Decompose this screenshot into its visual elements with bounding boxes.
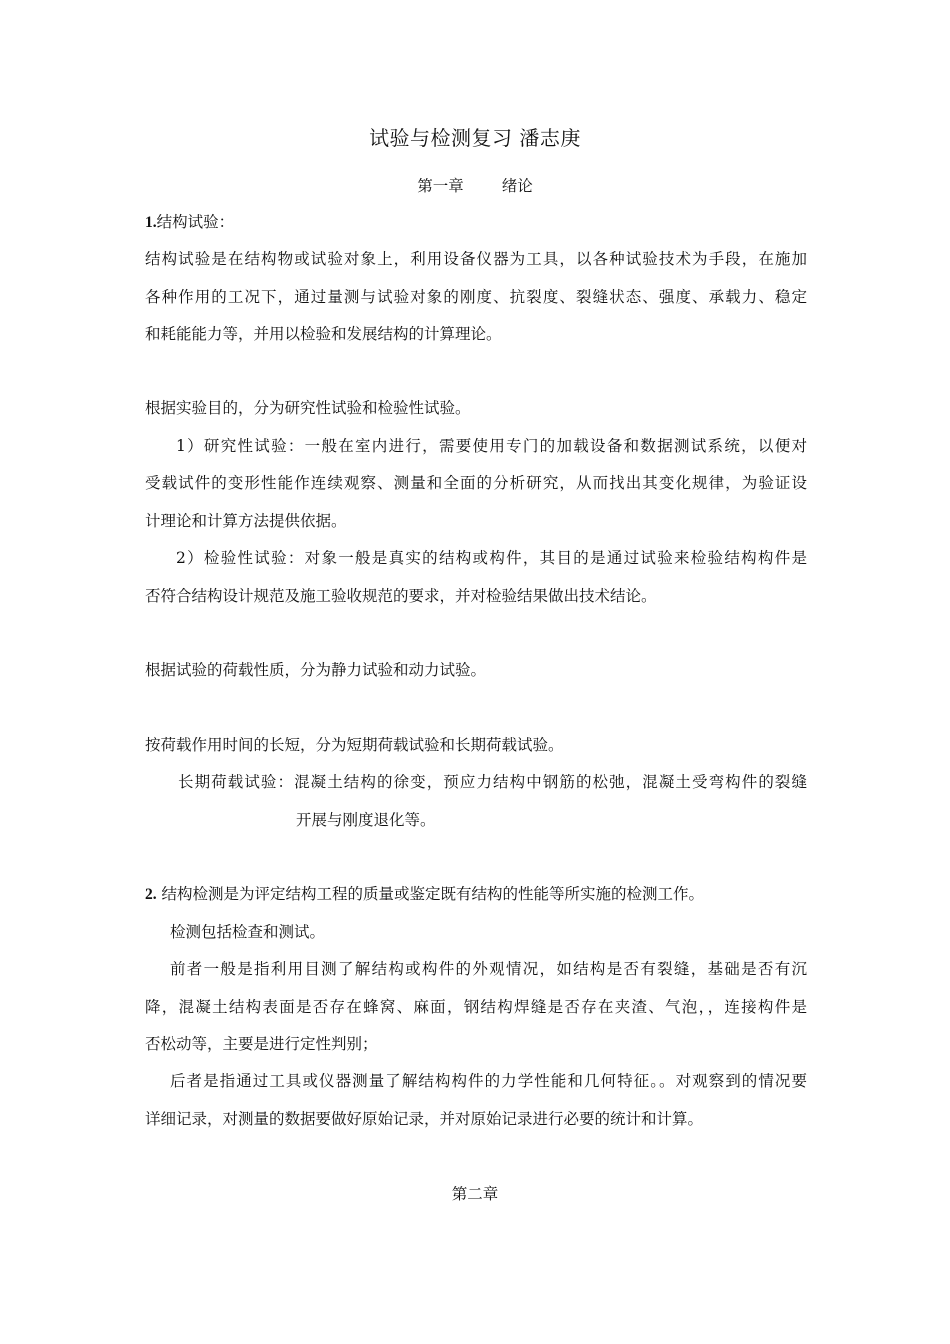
purpose-classification: 根据实验目的，分为研究性试验和检验性试验。 xyxy=(145,399,471,417)
section-1-heading xyxy=(145,212,234,233)
section-1-title: 结构试验： xyxy=(156,213,235,231)
former-line-2: 降，混凝土结构表面是否存在蜂窝、麻面，钢结构焊缝是否存在夹渣、气泡，，连接构件是 xyxy=(145,998,807,1016)
section-2-text: 结构检测是为评定结构工程的质量或鉴定既有结构的性能等所实施的检测工作。 xyxy=(156,885,705,903)
former-line-1: 前者一般是指利用目测了解结构或构件的外观情况，如结构是否有裂缝，基础是否有沉 xyxy=(170,960,807,978)
research-test-line-2: 受载试件的变形性能作连续观察、测量和全面的分析研究，从而找出其变化规律，为验证设 xyxy=(145,474,807,492)
chapter-1-number: 第一章 xyxy=(417,177,464,195)
section-2-heading xyxy=(145,884,704,905)
latter-line-2: 详细记录，对测量的数据要做好原始记录，并对原始记录进行必要的统计和计算。 xyxy=(145,1110,704,1128)
long-term-test-line-2: 开展与刚度退化等。 xyxy=(296,811,436,829)
definition-line-3: 和耗能能力等，并用以检验和发展结构的计算理论。 xyxy=(145,325,502,343)
section-1-number: 1. xyxy=(145,214,157,231)
section-2-number: 2. xyxy=(145,886,157,903)
inspection-includes: 检测包括检查和测试。 xyxy=(170,923,326,941)
load-nature-classification: 根据试验的荷载性质，分为静力试验和动力试验。 xyxy=(145,661,487,679)
former-line-3: 否松动等，主要是进行定性判别； xyxy=(145,1035,378,1053)
research-test-line-1: 1）研究性试验：一般在室内进行，需要使用专门的加载设备和数据测试系统，以便对 xyxy=(176,437,807,455)
latter-line-1: 后者是指通过工具或仪器测量了解结构构件的力学性能和几何特征。。对观察到的情况要 xyxy=(170,1072,807,1090)
inspection-test-line-2: 否符合结构设计规范及施工验收规范的要求，并对检验结果做出技术结论。 xyxy=(145,587,657,605)
definition-line-2: 各种作用的工况下，通过量测与试验对象的刚度、抗裂度、裂缝状态、强度、承载力、稳定 xyxy=(145,288,807,306)
research-test-line-3: 计理论和计算方法提供依据。 xyxy=(145,512,347,530)
chapter-1-heading xyxy=(0,176,950,196)
chapter-2-heading: 第二章 xyxy=(451,1185,499,1203)
document-title: 试验与检测复习 潘志庚 xyxy=(369,126,581,150)
chapter-1-name: 绪论 xyxy=(501,177,533,195)
load-time-classification: 按荷载作用时间的长短，分为短期荷载试验和长期荷载试验。 xyxy=(145,736,564,754)
inspection-test-line-1: 2）检验性试验：对象一般是真实的结构或构件，其目的是通过试验来检验结构构件是 xyxy=(176,549,807,567)
definition-line-1: 结构试验是在结构物或试验对象上，利用设备仪器为工具，以各种试验技术为手段，在施加 xyxy=(145,250,807,268)
long-term-test-line-1: 长期荷载试验：混凝土结构的徐变，预应力结构中钢筋的松弛，混凝土受弯构件的裂缝 xyxy=(178,773,807,791)
